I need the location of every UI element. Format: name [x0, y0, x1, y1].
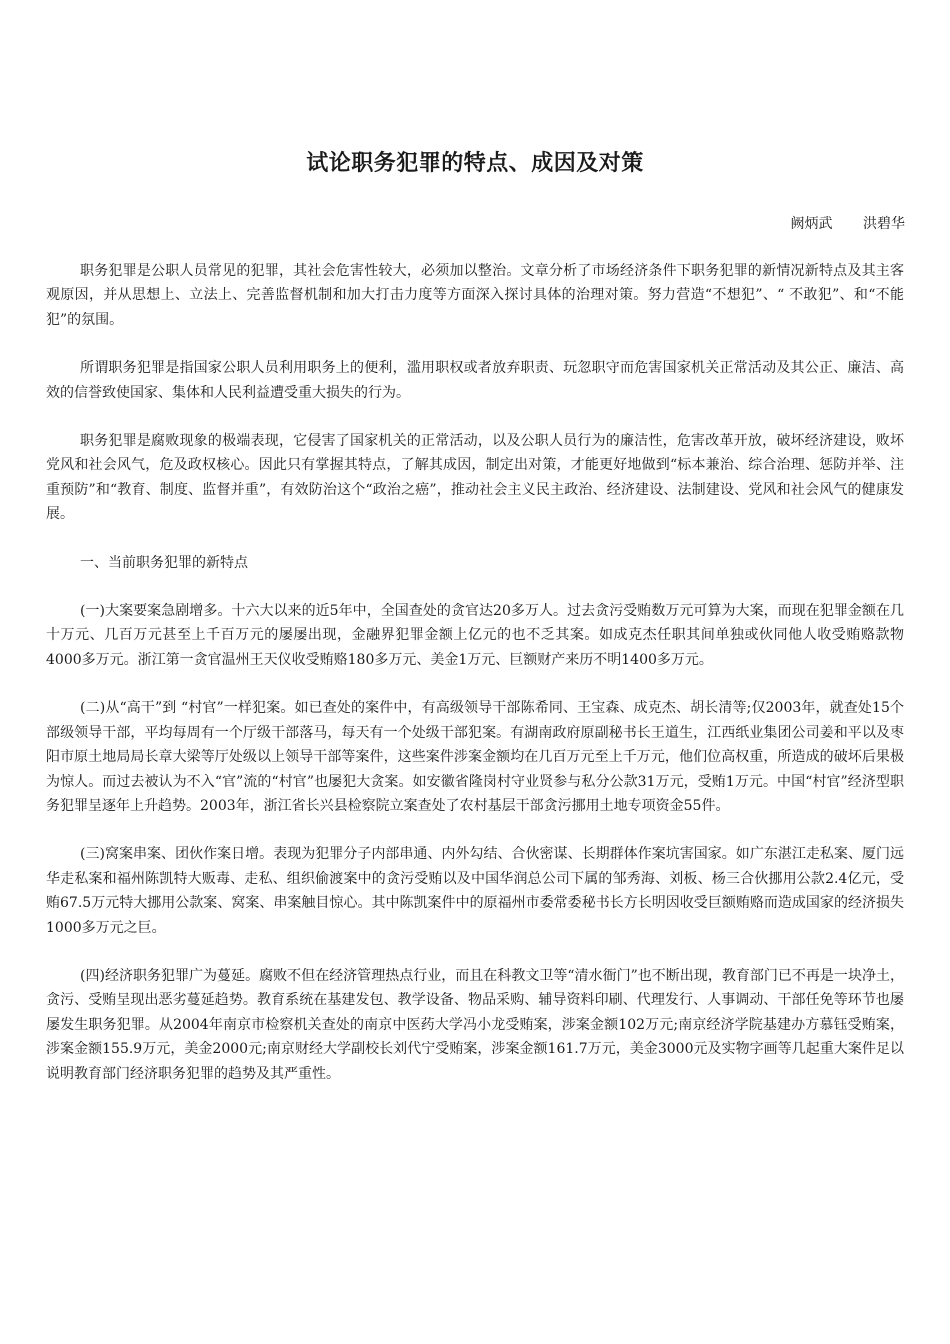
author-name: 洪碧华 [863, 216, 905, 232]
definition-paragraph: 所谓职务犯罪是指国家公职人员利用职务上的便利，滥用职权或者放弃职责、玩忽职守而危害国家机关正常活动及其公正、廉洁、高效的信誉致使国家、集体和人民利益遭受重大损失的行为。 [46, 360, 904, 401]
feature-paragraph: (二)从“高干”到 “村官”一样犯案。如已查处的案件中，有高级领导干部陈希同、王宝森、成克杰、胡长清等;仅2003年，就查处15个部级领导干部，平均每周有一个厅级干部落马，每天有一个处级干部犯案。有湖南政府原副秘书长王道生，江西纸业集团公司姜和平以及枣阳市原土地局局长章大梁等厅处级以上领导干部等案件，这些案件涉案金额均在几百万元至上千万元，他们位高权重，所造成的破坏后果极为惊人。而过去被认为不入“官”流的“村官”也屡犯大贪案。如安徽省隆岗村守业贤参与私分公款31万元，受贿1万元。中国“村官”经济型职务犯罪呈逐年上升趋势。2003年，浙江省长兴县检察院立案查处了农村基层干部贪污挪用土地专项资金55件。 [46, 700, 904, 814]
abstract-paragraph: 职务犯罪是公职人员常见的犯罪，其社会危害性较大，必须加以整治。文章分析了市场经济条件下职务犯罪的新情况新特点及其主客观原因，并从思想上、立法上、完善监督机制和加大打击力度等方面深入探讨具体的治理对策。努力营造“不想犯”、“ 不敢犯”、和“不能犯”的氛围。 [46, 263, 904, 328]
author-name: 阙炳武 [790, 216, 833, 232]
feature-paragraph: (一)大案要案急剧增多。十六大以来的近5年中，全国查处的贪官达20多万人。过去贪污受贿数万元可算为大案，而现在犯罪金额在几十万元、几百万元甚至上千百万元的屡屡出现，金融界犯罪金额上亿元的也不乏其案。如成克杰任职其间单独或伙同他人收受贿赂款物4000多万元。浙江第一贪官温州王天仪收受贿赂180多万元、美金1万元、巨额财产来历不明1400多万元。 [46, 603, 904, 668]
author-line [791, 213, 905, 233]
document-title: 试论职务犯罪的特点、成因及对策 [306, 151, 644, 176]
section-heading: 一、当前职务犯罪的新特点 [80, 554, 248, 571]
feature-paragraph: (三)窝案串案、团伙作案日增。表现为犯罪分子内部串通、内外勾结、合伙密谋、长期群体作案坑害国家。如广东湛江走私案、厦门远华走私案和福州陈凯特大贩毒、走私、组织偷渡案中的贪污受贿以及中国华润总公司下属的邹秀海、刘板、杨三合伙挪用公款2.4亿元，受贿67.5万元特大挪用公款案、窝案、串案触目惊心。其中陈凯案件中的原福州市委常委秘书长方长明因收受巨额贿赂而造成国家的经济损失1000多万元之巨。 [46, 846, 904, 936]
document-body [46, 259, 904, 1110]
intro-paragraph: 职务犯罪是腐败现象的极端表现，它侵害了国家机关的正常活动，以及公职人员行为的廉洁性，危害改革开放，破坏经济建设，败坏党风和社会风气，危及政权核心。因此只有掌握其特点，了解其成因，制定出对策，才能更好地做到“标本兼治、综合治理、惩防并举、注重预防”和“教育、制度、监督并重”，有效防治这个“政治之癌”，推动社会主义民主政治、经济建设、法制建设、党风和社会风气的健康发展。 [46, 433, 904, 523]
feature-paragraph: (四)经济职务犯罪广为蔓延。腐败不但在经济管理热点行业，而且在科教文卫等“清水衙门”也不断出现，教育部门已不再是一块净土，贪污、受贿呈现出恶劣蔓延趋势。教育系统在基建发包、教学设备、物品采购、辅导资料印刷、代理发行、人事调动、干部任免等环节也屡屡发生职务犯罪。从2004年南京市检察机关查处的南京中医药大学冯小龙受贿案，涉案金额102万元;南京经济学院基建办方慕钰受贿案，涉案金额155.9万元，美金2000元;南京财经大学副校长刘代宁受贿案，涉案金额161.7万元，美金3000元及实物字画等几起重大案件足以说明教育部门经济职务犯罪的趋势及其严重性。 [46, 967, 904, 1082]
